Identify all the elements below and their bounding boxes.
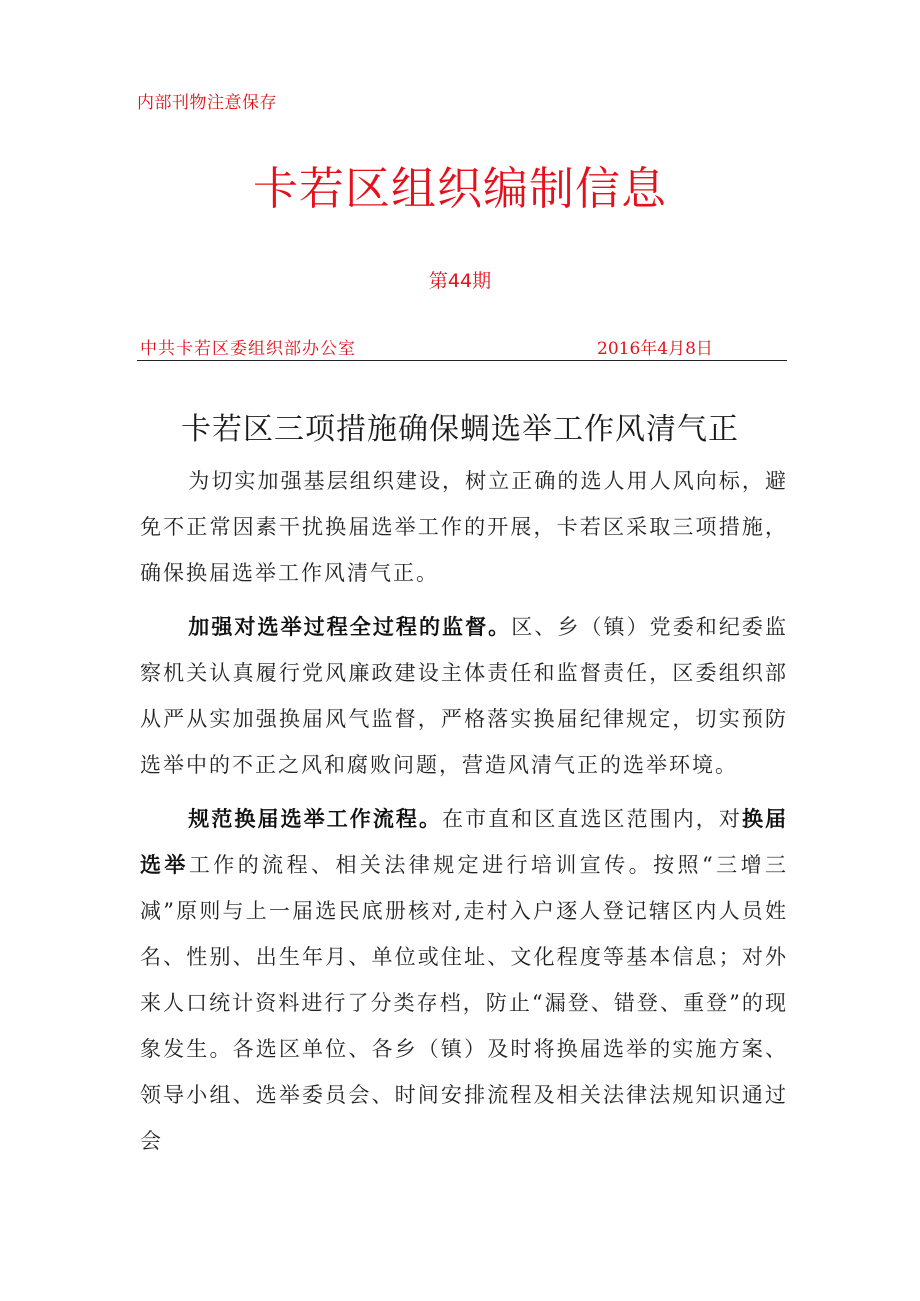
section2-heading: 规范换届选举工作流程。 — [188, 806, 443, 831]
section1-heading: 加强对选举过程全过程的监督。 — [188, 614, 512, 639]
intro-paragraph: 为切实加强基层组织建设，树立正确的选人用人风向标，避免不正常因素干扰换届选举工作的开展，卡若区采取三项措施，确保换届选举工作风清气正。 — [140, 469, 788, 585]
section2-text-b: 工作的流程、相关法律规定进行培训宣传。按照“三增三减”原则与上一届选民底册核对,走村入户逐人登记辖区内人员姓名、性别、出生年月、单位或住址、文化程度等基本信息；对外来人口统计资料进行了分类存档，防止“漏登、错登、重登”的现象发生。各选区单位、各乡（镇）及时将换届选举的实施方案、领导小组、选举委员会、时间安排流程及相关法律法规知识通过会 — [140, 853, 789, 1153]
section2-text-a: 在市直和区直选区范围内，对 — [442, 807, 742, 831]
issuer-row — [137, 332, 787, 361]
issuer-office: 中共卡若区委组织部办公室 — [140, 339, 356, 359]
internal-notice: 内部刊物注意保存 — [137, 93, 277, 113]
issue-date: 2016年4月8日 — [597, 339, 713, 359]
article-body — [140, 458, 788, 1172]
section2-paragraph — [140, 796, 788, 1164]
section1-paragraph — [140, 604, 788, 788]
masthead-title: 卡若区组织编制信息 — [252, 162, 667, 215]
section1-text: 区、乡（镇）党委和纪委监察机关认真履行党风廉政建设主体责任和监督责任，区委组织部从严从实加强换届风气监督，严格落实换届纪律规定，切实预防选举中的不正之风和腐败问题，营造风清气正的选举环境。 — [140, 615, 788, 777]
article-title: 卡若区三项措施确保蜩选举工作风清气正 — [181, 412, 739, 447]
issue-number: 第44期 — [428, 270, 492, 292]
section2-bold: 换届选举 — [140, 806, 789, 877]
